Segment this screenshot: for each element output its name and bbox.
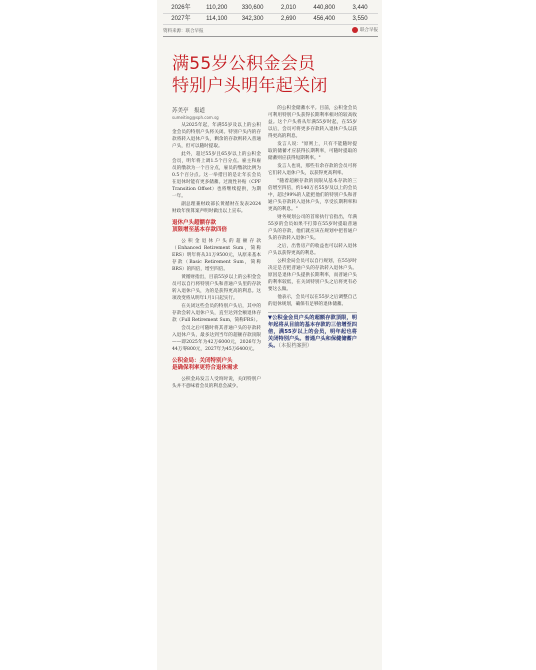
body-paragraph: 公积金局会员可以自行规划，在55岁时决定是否把普通户头的存款转入退休户头。原因是退休户头提供长期利率，而普通户头的利率较低，在关闭特别户头之后将更有必要这么做。 xyxy=(268,259,357,292)
logo-icon xyxy=(352,27,358,33)
table-cell: 2,010 xyxy=(280,5,296,11)
table-cell: 2026年 xyxy=(171,5,191,11)
body-paragraph: 发言人也说，那些有余存款的会员可将它们转入退休户头，以获得更高利率。 xyxy=(268,164,357,176)
table-row xyxy=(163,3,378,14)
body-paragraph: 之后，出售房产的收益也可以转入退休户头以获得更高的利息。 xyxy=(268,244,357,256)
byline xyxy=(172,106,219,120)
body-paragraph: 从2025年起，年满55岁及以上的公积金会员的特别户头将关闭。特别户头内的存款将转入退休户头，剩余的存款则转入普通户头，但可以随时提取。 xyxy=(172,123,261,149)
paper-logo-label: 联合早报 xyxy=(360,27,378,32)
headline: 满55岁公积金会员 特别户头明年起关闭 xyxy=(172,54,328,96)
table-cell: 456,400 xyxy=(313,16,336,22)
body-paragraph: 他表示，会员可以在55岁之后调整自己的退休规划，确保有足够的退休储蓄。 xyxy=(268,295,357,307)
photo-credit: （本报档案照） xyxy=(278,343,313,349)
photo-caption xyxy=(268,312,357,350)
body-paragraph: 公积金局发言人受询时说，关闭特别户头并不意味着会员的利息会减少。 xyxy=(172,377,261,389)
table-cell: 440,800 xyxy=(313,5,336,11)
table-cell: 2,690 xyxy=(280,16,296,22)
body-paragraph: 公积金退休户头的超额存款（Enhanced Retirement Sum，简称ERS）明年将从31万9500元，从原来基本存款（Basic Retirement Sum，简称BRS）的四倍，增至四倍。 xyxy=(172,239,261,272)
section-heading: 公积金局：关闭特别户头 是确保利率更符合退休需求 xyxy=(172,358,239,371)
body-paragraph: 发言人说："原则上，只有不能随时提取的储蓄才应获得长期利率，可随时提取的储蓄则应获得短期利率。" xyxy=(268,142,357,161)
table-cell: 2027年 xyxy=(171,16,191,22)
byline-email: sumeiting@sph.com.sg xyxy=(172,115,219,120)
section-heading: 退休户头超额存款 顶限增至基本存款四倍 xyxy=(172,220,228,233)
article-column-2 xyxy=(268,105,357,350)
body-paragraph: "随着超额存款的顶限从基本存款的三倍增至四倍，约140万名55岁及以上的会员中，超过99%的人能把他们的特别户头和普通户头存款转入退休户头，享受长期利率和更高的利息。" xyxy=(268,179,357,212)
body-paragraph: 副总理兼财政部长黄循财在发表2024财政年预算案声明时做出以上宣布。 xyxy=(172,202,261,214)
body-paragraph: 黄循财指出，目前55岁以上的公积金会员可以自行将特别户头和普通户头里的存款转入退休户头，为的是获得更高的利息。这项改变将从明年1月1日起实行。 xyxy=(172,275,261,301)
source-row xyxy=(163,28,378,37)
table-cell: 3,440 xyxy=(352,5,368,11)
paper-logo xyxy=(352,27,378,33)
byline-author: 苏美亭 报道 xyxy=(172,108,206,114)
body-paragraph: 的公积金储蓄水平。目前，公积金会员可利用特别户头获得长期利率相对的较高收益。这个户头将从年满55岁时起，在55岁以后，会员可将更多存款转入退休户头以获得更高的利息。 xyxy=(268,106,357,139)
body-paragraph: 在关闭这些会员的特别户头后，其中的存款会转入退休户头，直至达到全额退休存款（Full Retirement Sum，简称FRS）。 xyxy=(172,304,261,323)
article-column-1 xyxy=(172,122,261,391)
body-paragraph: 会员之后可随时将其普通户头的存款转入退休户头，最多达到当年的超额存款顶限——即2025年为42万6000元，2026年为44万零800元，2027年为45万6400元。 xyxy=(172,326,261,352)
table-cell: 114,100 xyxy=(206,16,228,22)
photo-caption-text: ▼公积金会员户头的超额存款顶限，明年起将从目前的基本存款的三倍增至四倍，满55岁以上的会员，明年起也将关闭特别户头。普通户头和保健储蓄户头。 xyxy=(268,315,357,349)
body-paragraph: 此外，超过55岁且65岁以上的公积金会员，明年将上调1.5个百分点。雇主和雇员的缴款为一个百分点，雇员的缴款比例为0.5个百分点。这一举措目的是让年长会员在退休时能有更多储蓄。过渡性补贴（CPF Transition Offset）也将继续提供，为期一年。 xyxy=(172,152,261,199)
table-cell: 342,300 xyxy=(241,16,264,22)
table-cell: 330,600 xyxy=(241,5,264,11)
table-cell: 110,200 xyxy=(206,5,228,11)
source-line: 资料来源：联合早报 xyxy=(163,28,204,33)
data-table xyxy=(163,3,378,25)
table-row xyxy=(163,14,378,25)
body-paragraph: 财务规划公司的首席执行官指出，年满55岁的会员如果不打算在55岁时提取普通户头的存款，他们就应该在规划中把普通户头的存款转入退休户头。 xyxy=(268,215,357,241)
table-cell: 3,550 xyxy=(352,16,368,22)
